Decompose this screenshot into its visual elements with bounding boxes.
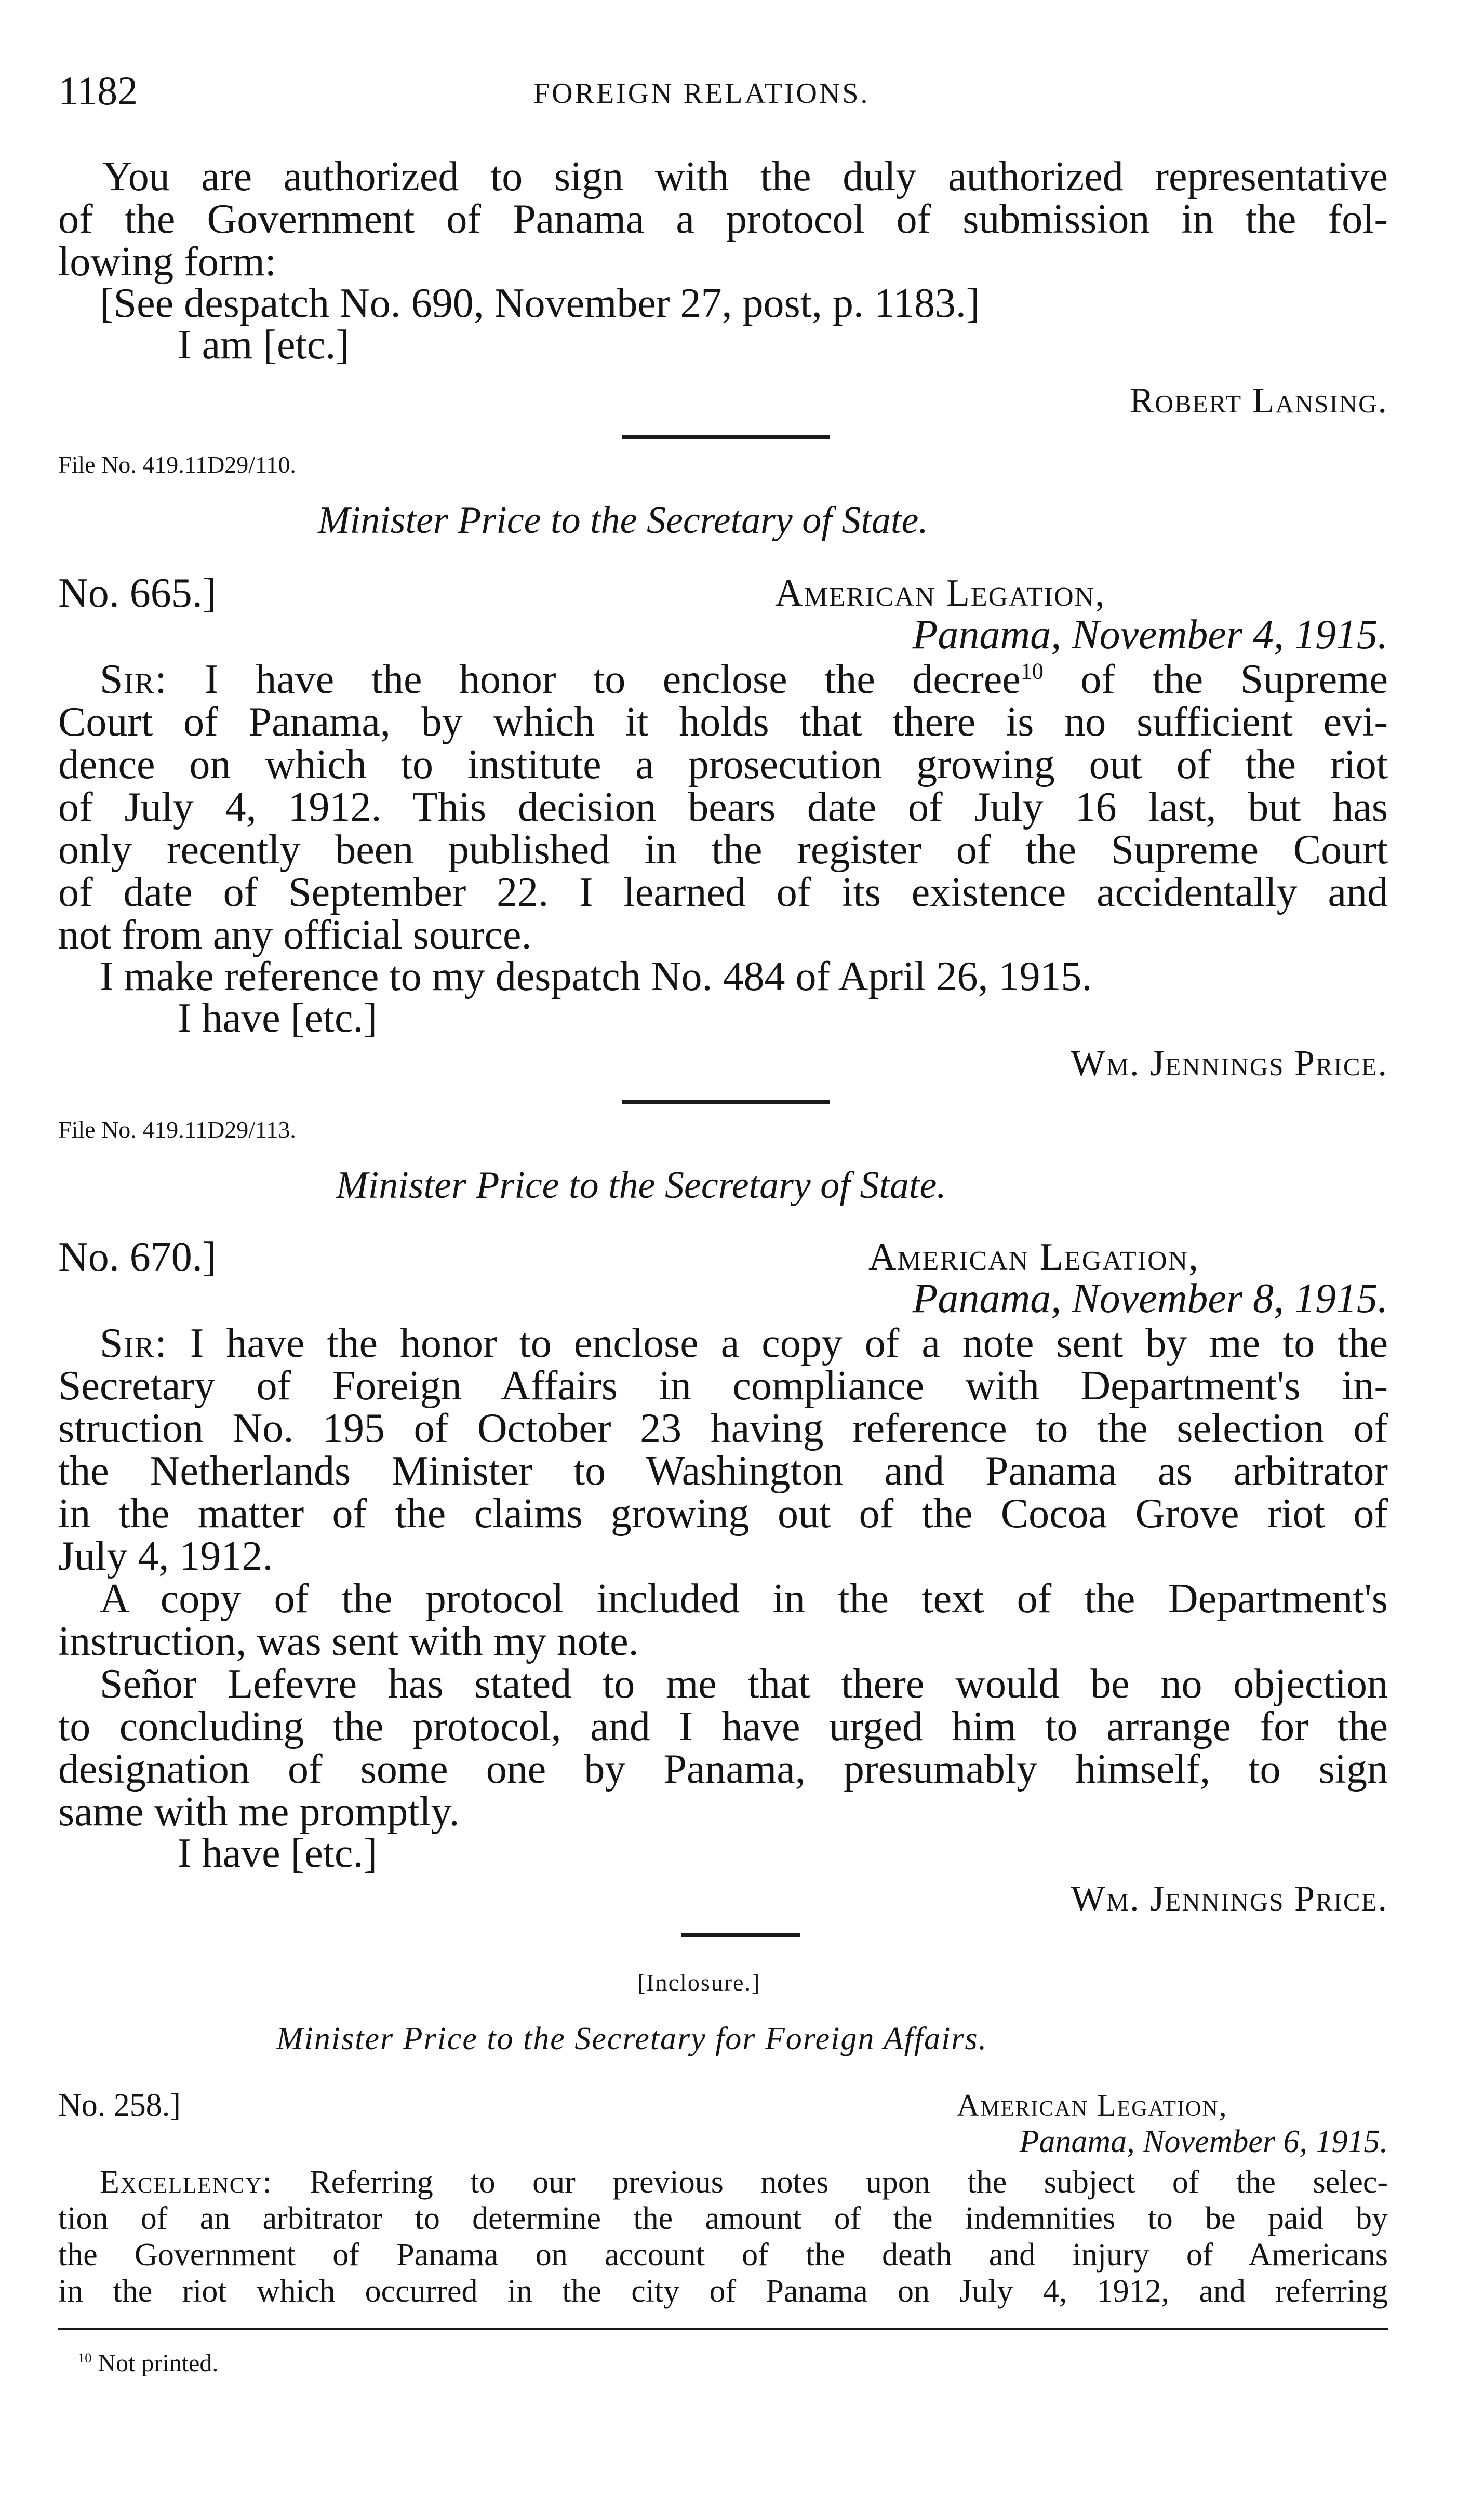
section-divider <box>681 1933 800 1937</box>
letter-heading: Minister Price to the Secretary of State. <box>318 499 928 542</box>
footnote <box>78 2349 218 2377</box>
footnote-rule <box>58 2328 1388 2330</box>
note-number: No. 258.] <box>58 2088 181 2123</box>
letter-heading: Minister Price to the Secretary of State. <box>336 1164 946 1207</box>
legation-name: American Legation, <box>775 572 1106 615</box>
letter-line: struction No. 195 of October 23 having reference to the selection of <box>58 1406 1388 1451</box>
closing-text: I have [etc.] <box>178 995 378 1041</box>
letter-line: of date of September 22. I learned of its existence accidentally and <box>58 870 1388 915</box>
letter-paragraph-2-line: A copy of the protocol included in the text of the Department's <box>100 1576 1388 1622</box>
letter-line: of July 4, 1912. This decision bears date of July 16 last, but has <box>58 784 1388 830</box>
first-line-end: of the Supreme <box>1080 657 1388 702</box>
intro-line-1: You are authorized to sign with the duly authorized representative <box>102 154 1388 199</box>
signature: Wm. Jennings Price. <box>1071 1044 1388 1084</box>
file-number: File No. 419.11D29/110. <box>58 451 296 478</box>
letter-paragraph-3-line: same with me promptly. <box>58 1789 460 1835</box>
signature: Robert Lansing. <box>1129 381 1388 421</box>
letter-first-line <box>100 1321 1388 1365</box>
salutation: Sir: <box>100 657 168 702</box>
section-divider <box>622 1100 830 1104</box>
letter-line: Court of Panama, by which it holds that there is no sufficient evi- <box>58 699 1388 745</box>
salutation: Sir: <box>100 1320 168 1366</box>
footnote-ref: 10 <box>1020 658 1044 684</box>
letter-line: Secretary of Foreign Affairs in compliance with Department's in- <box>58 1363 1388 1409</box>
letter-paragraph-3-line: designation of some one by Panama, presumably himself, to sign <box>58 1746 1388 1792</box>
legation-name: American Legation, <box>957 2088 1228 2122</box>
footnote-text: Not printed. <box>98 2349 219 2377</box>
legation-name: American Legation, <box>868 1236 1199 1278</box>
letter-paragraph-2: I make reference to my despatch No. 484 of April 26, 1915. <box>100 954 1092 999</box>
running-title: FOREIGN RELATIONS. <box>533 77 870 110</box>
letter-line: July 4, 1912. <box>58 1533 273 1579</box>
footnote-marker: 10 <box>78 2350 92 2366</box>
closing-text: I have [etc.] <box>178 1831 378 1876</box>
letter-line: not from any official source. <box>58 912 532 958</box>
letter-line: the Netherlands Minister to Washington and Panama as arbitrator <box>58 1448 1388 1494</box>
intro-line-2: of the Government of Panama a protocol of submission in the fol- <box>58 196 1388 242</box>
note-first-line <box>100 2164 1388 2200</box>
despatch-number: No. 670.] <box>58 1234 217 1280</box>
letter-paragraph-3-line: to concluding the protocol, and I have urged him to arrange for the <box>58 1704 1388 1749</box>
letter-paragraph-2-line: instruction, was sent with my note. <box>58 1619 639 1664</box>
section-divider <box>622 435 830 439</box>
letter-line: dence on which to institute a prosecution growing out of the riot <box>58 742 1388 787</box>
first-line-text: I have the honor to enclose a copy of a note sent by me to the <box>190 1320 1388 1366</box>
file-number: File No. 419.11D29/113. <box>58 1116 296 1143</box>
first-line-text: Referring to our previous notes upon the subject of the selec- <box>310 2165 1388 2200</box>
inclosure-label: [Inclosure.] <box>637 1969 761 1996</box>
letter-paragraph-3-line: Señor Lefevre has stated to me that there would be no objection <box>100 1661 1388 1707</box>
note-line: in the riot which occurred in the city of Panama on July 4, 1912, and referring <box>58 2274 1388 2309</box>
place-and-date: Panama, November 4, 1915. <box>912 612 1388 658</box>
place-and-date: Panama, November 8, 1915. <box>912 1276 1388 1321</box>
letter-line: only recently been published in the register of the Supreme Court <box>58 827 1388 873</box>
closing-text: I am [etc.] <box>178 322 350 368</box>
signature: Wm. Jennings Price. <box>1071 1879 1388 1919</box>
salutation: Excellency: <box>100 2165 273 2200</box>
letter-line: in the matter of the claims growing out of the Cocoa Grove riot of <box>58 1491 1388 1537</box>
note-line: tion of an arbitrator to determine the amount of the indemnities to be paid by <box>58 2201 1388 2236</box>
place-and-date: Panama, November 6, 1915. <box>1019 2124 1388 2159</box>
letter-first-line <box>100 658 1388 701</box>
page-number: 1182 <box>58 68 138 113</box>
note-line: the Government of Panama on account of the death and injury of Americans <box>58 2237 1388 2273</box>
inclosure-heading: Minister Price to the Secretary for Foreign Affairs. <box>276 2021 988 2056</box>
despatch-number: No. 665.] <box>58 570 217 616</box>
see-despatch-note: [See despatch No. 690, November 27, post, p. 1183.] <box>100 280 980 326</box>
first-line-text: I have the honor to enclose the decree <box>205 657 1021 702</box>
intro-line-3: lowing form: <box>58 239 276 285</box>
